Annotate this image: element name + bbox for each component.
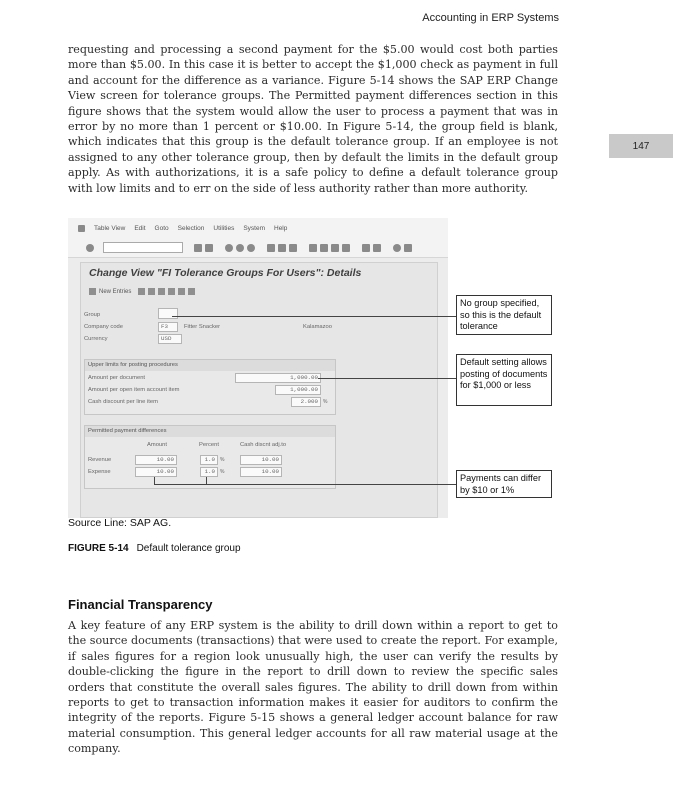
amount-per-open-item-label: Amount per open item account item bbox=[88, 387, 180, 393]
previous-entry-icon[interactable] bbox=[168, 288, 175, 295]
figure-source: Source Line: SAP AG. bbox=[68, 517, 172, 529]
company-code-label: Company code bbox=[84, 324, 123, 330]
cancel-icon[interactable] bbox=[247, 244, 255, 252]
copy-icon[interactable] bbox=[138, 288, 145, 295]
menu-help[interactable]: Help bbox=[274, 224, 288, 232]
figure-caption-text: Default tolerance group bbox=[136, 543, 241, 554]
amount-per-document-label: Amount per document bbox=[88, 375, 146, 381]
find-next-icon[interactable] bbox=[289, 244, 297, 252]
back-icon[interactable] bbox=[194, 244, 202, 252]
revenue-label: Revenue bbox=[88, 457, 112, 463]
currency-label: Currency bbox=[84, 336, 108, 342]
cash-discount-percent: % bbox=[323, 399, 328, 405]
upper-limits-group bbox=[84, 359, 336, 415]
menu-icon bbox=[78, 225, 85, 232]
menu-system[interactable]: System bbox=[243, 224, 265, 232]
col-cash-discount: Cash discnt adj.to bbox=[240, 442, 287, 448]
revenue-amount-input[interactable]: 10.00 bbox=[135, 455, 177, 465]
leader-line-group bbox=[172, 316, 456, 317]
company-code-input[interactable]: F3 bbox=[158, 322, 178, 332]
amount-per-open-item-input[interactable]: 1,000.00 bbox=[275, 385, 321, 395]
sap-standard-toolbar bbox=[68, 238, 448, 258]
permitted-differences-title: Permitted payment differences bbox=[85, 426, 335, 437]
menu-table-view[interactable]: Table View bbox=[94, 224, 126, 232]
next-entry-icon[interactable] bbox=[178, 288, 185, 295]
figure-number: FIGURE 5-14 bbox=[68, 543, 129, 554]
screen-title: Change View "FI Tolerance Groups For Users": Details bbox=[89, 267, 362, 279]
undo-icon[interactable] bbox=[158, 288, 165, 295]
menu-edit[interactable]: Edit bbox=[134, 224, 146, 232]
company-name: Fitter Snacker bbox=[184, 324, 221, 330]
expense-label: Expense bbox=[88, 469, 111, 475]
leader-tick-percent bbox=[206, 477, 207, 485]
sap-menu-bar bbox=[68, 218, 448, 238]
menu-utilities[interactable]: Utilities bbox=[213, 224, 235, 232]
callout-default-setting: Default setting allows posting of documents for $1,000 or less bbox=[456, 354, 552, 406]
shortcut-icon[interactable] bbox=[373, 244, 381, 252]
cash-discount-input[interactable]: 2.000 bbox=[291, 397, 321, 407]
company-city: Kalamazoo bbox=[303, 324, 333, 330]
command-field[interactable] bbox=[103, 242, 183, 253]
back-circle-icon[interactable] bbox=[225, 244, 233, 252]
callout-default-group: No group specified, so this is the default tolerance bbox=[456, 295, 552, 335]
callout-payment-differences: Payments can differ by $10 or 1% bbox=[456, 470, 552, 498]
layout-icon[interactable] bbox=[404, 244, 412, 252]
body-paragraph-1: requesting and processing a second payment for the $5.00 would cost both parties more than $5.00. In this case it is better to accept the $1,000 check as payment in full and account for the difference as a variance. Figure 5-14 shows the SAP ERP Change View screen for tolerance groups. The Permitted payment differences section in this figure shows that the system would allow the user to process a payment that was in error by no more than 1 percent or $10.00. In Figure 5-14, the group field is blank, which indicates that this group is the default tolerance group. If an employee is not assigned to any other tolerance group, then by default the limits in the default group apply. As with authorizations, it is a safe policy to define a default tolerance group with low limits and to err on the side of less authority rather than more authority. bbox=[68, 43, 558, 195]
revenue-percent-input[interactable]: 1.0 bbox=[200, 455, 218, 465]
print-icon[interactable] bbox=[267, 244, 275, 252]
application-toolbar bbox=[89, 288, 195, 295]
figure-caption bbox=[68, 543, 241, 554]
page-number-tab bbox=[609, 134, 673, 158]
expense-percent-symbol: % bbox=[220, 469, 225, 475]
leader-tick-amount bbox=[154, 477, 155, 485]
last-page-icon[interactable] bbox=[342, 244, 350, 252]
running-head: Accounting in ERP Systems bbox=[422, 12, 559, 24]
body-paragraph-2: A key feature of any ERP system is the ability to drill down within a report to get to the source documents (transactions) that were used to create the report. For example, if sales figures for a region look unusually high, the user can verify the results by double-clicking the figure in the report to drill down to review the specific sales orders that constitute the overall sales figures. The ability to drill down from within reports to get to transaction information makes it easier for auditors to confirm the integrity of the reports. Figure 5-15 shows a general ledger account balance for raw material consumption. This general ledger accounts for all raw material usage at the company. bbox=[68, 619, 558, 756]
menu-goto[interactable]: Goto bbox=[154, 224, 169, 232]
sap-detail-panel bbox=[80, 262, 438, 518]
col-percent: Percent bbox=[199, 442, 219, 448]
currency-input[interactable]: USD bbox=[158, 334, 182, 344]
display-change-icon[interactable] bbox=[89, 288, 96, 295]
amount-per-document-input[interactable]: 1,000.00 bbox=[235, 373, 321, 383]
delete-icon[interactable] bbox=[148, 288, 155, 295]
revenue-cash-input[interactable]: 10.00 bbox=[240, 455, 282, 465]
col-amount: Amount bbox=[147, 442, 167, 448]
sap-screenshot bbox=[68, 218, 448, 518]
exit-icon[interactable] bbox=[236, 244, 244, 252]
first-page-icon[interactable] bbox=[309, 244, 317, 252]
find-icon[interactable] bbox=[278, 244, 286, 252]
group-label: Group bbox=[84, 312, 101, 318]
select-all-icon[interactable] bbox=[188, 288, 195, 295]
page-number: 147 bbox=[632, 140, 650, 152]
help-icon[interactable] bbox=[393, 244, 401, 252]
leader-line-payments bbox=[154, 484, 456, 485]
enter-icon[interactable] bbox=[86, 244, 94, 252]
cash-discount-label: Cash discount per line item bbox=[88, 399, 158, 405]
group-input[interactable] bbox=[158, 308, 178, 319]
permitted-differences-group bbox=[84, 425, 336, 489]
new-entries-button[interactable]: New Entries bbox=[99, 288, 132, 295]
expense-amount-input[interactable]: 10.00 bbox=[135, 467, 177, 477]
new-session-icon[interactable] bbox=[362, 244, 370, 252]
upper-limits-title: Upper limits for posting procedures bbox=[85, 360, 335, 371]
leader-line-upper-limits bbox=[318, 378, 456, 379]
next-page-icon[interactable] bbox=[331, 244, 339, 252]
expense-cash-input[interactable]: 10.00 bbox=[240, 467, 282, 477]
revenue-percent-symbol: % bbox=[220, 457, 225, 463]
expense-percent-input[interactable]: 1.0 bbox=[200, 467, 218, 477]
menu-selection[interactable]: Selection bbox=[177, 224, 205, 232]
prev-page-icon[interactable] bbox=[320, 244, 328, 252]
section-heading: Financial Transparency bbox=[68, 597, 213, 612]
save-icon[interactable] bbox=[205, 244, 213, 252]
